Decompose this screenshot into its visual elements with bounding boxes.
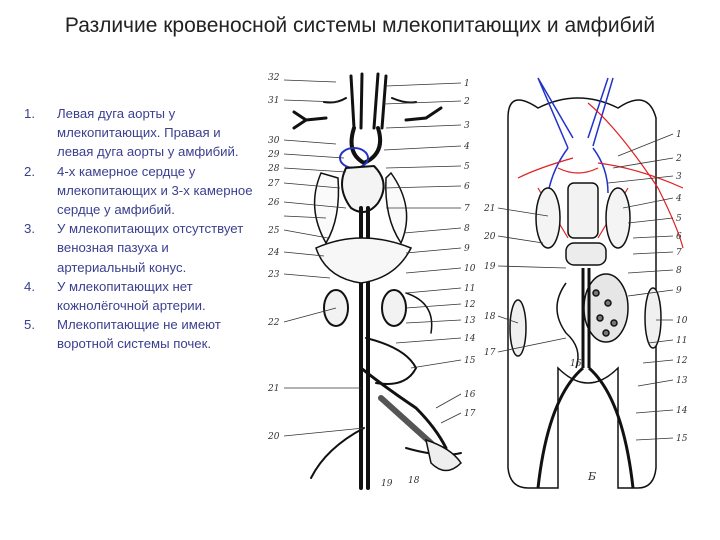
label-1: 1 — [464, 79, 470, 89]
label-24: 24 — [268, 248, 280, 258]
label-4: 4 — [464, 142, 470, 152]
label-17: 17 — [464, 409, 476, 419]
label-18: 18 — [408, 476, 420, 486]
label-19: 19 — [484, 262, 496, 272]
label-15: 15 — [676, 434, 688, 444]
figure-caption: Б — [588, 470, 597, 483]
label-16: 16 — [570, 359, 582, 369]
list-item — [24, 104, 260, 162]
amphibian-circulation-diagram — [478, 68, 700, 498]
label-21: 21 — [484, 204, 496, 214]
label-6: 6 — [676, 232, 682, 242]
label-8: 8 — [464, 224, 470, 234]
label-19: 19 — [381, 479, 393, 489]
label-29: 29 — [268, 150, 280, 160]
label-18: 18 — [484, 312, 496, 322]
label-14: 14 — [464, 334, 476, 344]
list-text: Млекопитающие не имеют воротной системы почек. — [57, 317, 221, 352]
label-28: 28 — [268, 164, 280, 174]
label-5: 5 — [676, 214, 682, 224]
list-number: 1. — [24, 106, 35, 121]
label-11: 11 — [464, 284, 476, 294]
amphibian-organs — [510, 183, 661, 488]
amphibian-blue-vessels — [538, 78, 613, 193]
amphibian-leader-lines — [498, 134, 673, 440]
list-number: 4. — [24, 278, 35, 294]
label-22: 22 — [268, 318, 280, 328]
list-text: У млекопитающих отсутствует венозная пазуха и артериальный конус. — [57, 221, 244, 275]
list-number: 5. — [24, 317, 35, 333]
label-1: 1 — [676, 130, 682, 140]
label-2: 2 — [464, 97, 470, 107]
label-4: 4 — [676, 194, 682, 204]
label-21: 21 — [268, 384, 280, 394]
list-item — [24, 219, 260, 277]
label-30: 30 — [268, 136, 280, 146]
slide-title: Различие кровеносной системы млекопитающих и амфибий — [64, 14, 656, 37]
label-3: 3 — [676, 172, 682, 182]
list-text: Левая дуга аорты у млекопитающих. Правая и левая дуга аорты у амфибий. — [57, 106, 239, 160]
label-7: 7 — [676, 248, 682, 258]
label-11: 11 — [676, 336, 688, 346]
label-7: 7 — [464, 204, 470, 214]
label-32: 32 — [268, 73, 280, 83]
label-26: 26 — [268, 198, 280, 208]
label-23: 23 — [268, 270, 280, 280]
label-10: 10 — [464, 264, 476, 274]
mammal-vessels — [294, 74, 461, 488]
mammal-circulation-diagram — [266, 68, 478, 498]
label-31: 31 — [268, 96, 280, 106]
label-13: 13 — [464, 316, 476, 326]
label-13: 13 — [676, 376, 688, 386]
label-17: 17 — [484, 348, 496, 358]
label-27: 27 — [268, 179, 280, 189]
label-16: 16 — [464, 390, 476, 400]
label-5: 5 — [464, 162, 470, 172]
list-text: 4-х камерное сердце у млекопитающих и 3-х камерное сердце у амфибий. — [57, 163, 253, 218]
label-20: 20 — [484, 232, 496, 242]
label-10: 10 — [676, 316, 688, 326]
list-text: У млекопитающих нет кожнолёгочной артерии. — [57, 278, 206, 314]
label-15: 15 — [464, 356, 476, 366]
differences-list — [24, 104, 260, 354]
label-25: 25 — [268, 226, 280, 236]
list-item — [24, 315, 260, 353]
list-number: 3. — [24, 221, 35, 237]
label-2: 2 — [676, 154, 682, 164]
label-14: 14 — [676, 406, 688, 416]
label-12: 12 — [676, 356, 688, 366]
list-item — [24, 277, 260, 315]
list-number: 2. — [24, 163, 35, 179]
label-3: 3 — [464, 121, 470, 131]
label-8: 8 — [676, 266, 682, 276]
label-20: 20 — [268, 432, 280, 442]
list-item — [24, 162, 260, 220]
label-12: 12 — [464, 300, 476, 310]
label-9: 9 — [464, 244, 470, 254]
label-9: 9 — [676, 286, 682, 296]
label-6: 6 — [464, 182, 470, 192]
